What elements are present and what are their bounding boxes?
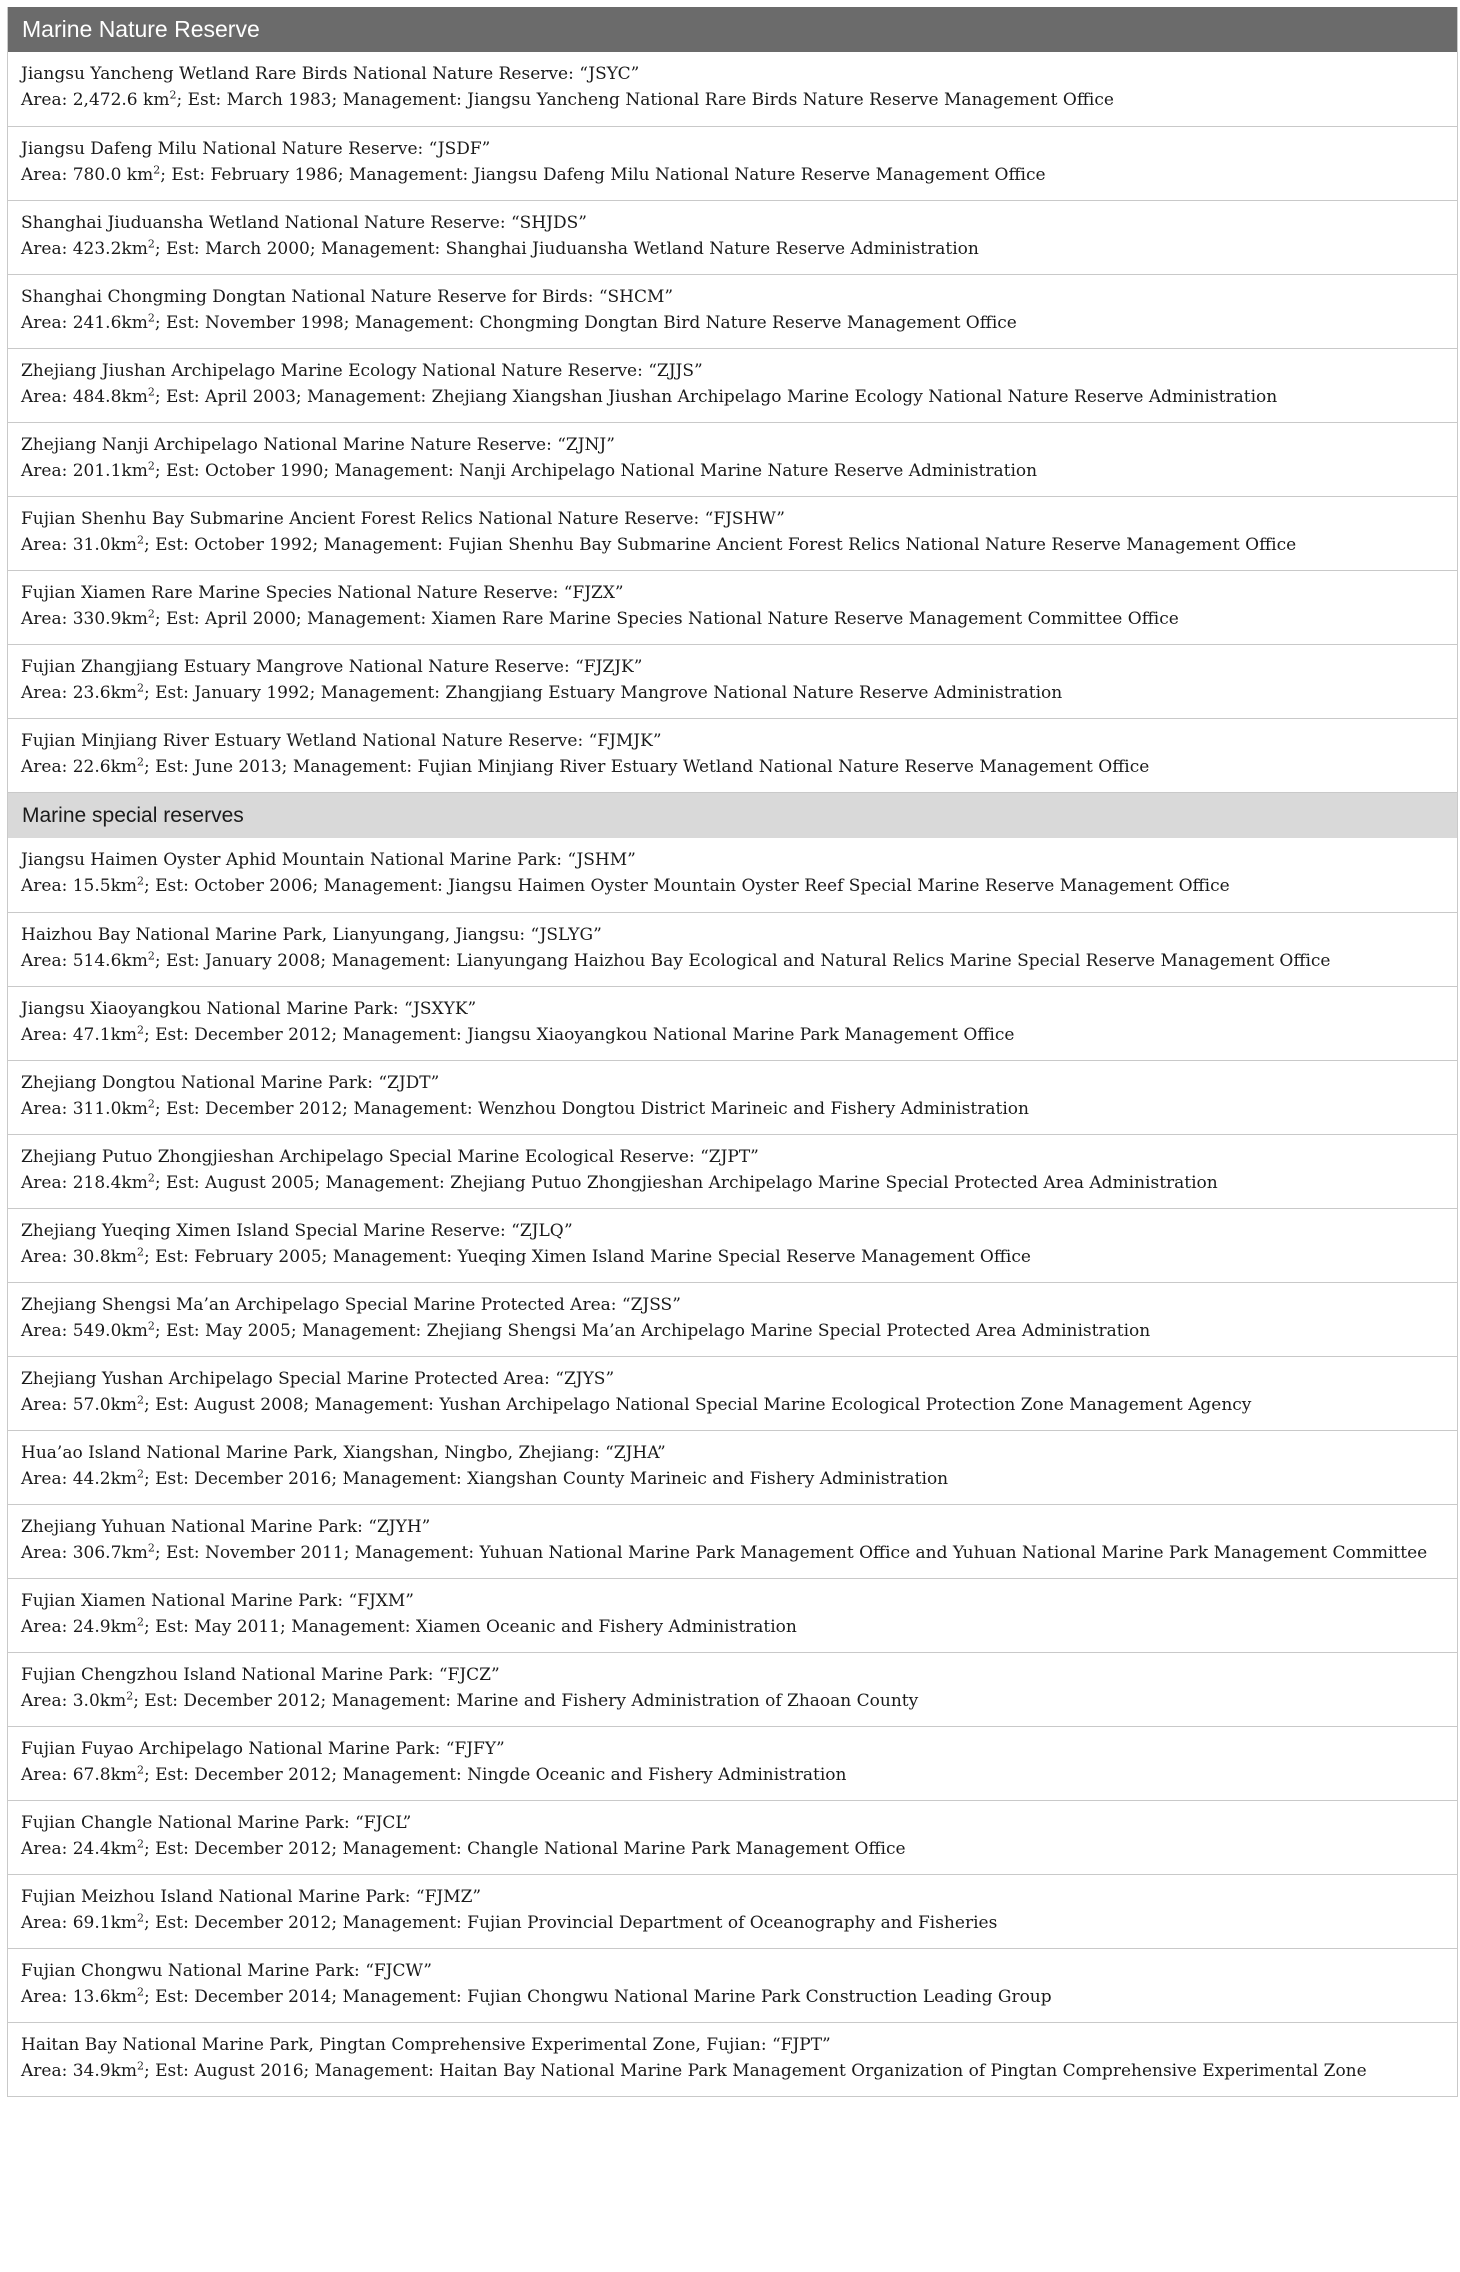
reserve-area: Area: 423.2km [21,239,148,259]
reserve-name: Fujian Changle National Marine Park: “FJCL” [21,1813,412,1833]
reserve-details [21,948,1457,974]
reserve-area: Area: 22.6km [21,757,138,777]
table-row [8,644,1457,718]
reserve-est-management: ; Est: May 2005; Management: Zhejiang Shengsi Ma’an Archipelago Marine Special Protected Area Administration [154,1321,1151,1341]
area-exponent: 2 [137,1837,145,1851]
section-header-marine-special-reserves: Marine special reserves [8,792,1457,838]
reserve-est-management: ; Est: August 2016; Management: Haitan Bay National Marine Park Management Organization of Pingtan Comprehensive Experimental Zone [144,2061,1367,2081]
reserve-name: Fujian Xiamen Rare Marine Species National Nature Reserve: “FJZX” [21,583,624,603]
reserve-name: Zhejiang Yuhuan National Marine Park: “ZJYH” [21,1517,431,1537]
table-row [8,1430,1457,1504]
reserve-est-management: ; Est: December 2012; Management: Ningde Oceanic and Fishery Administration [144,1765,847,1785]
reserve-name: Zhejiang Putuo Zhongjieshan Archipelago Special Marine Ecological Reserve: “ZJPT” [21,1147,759,1167]
reserve-est-management: ; Est: August 2005; Management: Zhejiang Putuo Zhongjieshan Archipelago Marine Special Protected Area Administration [154,1173,1218,1193]
reserve-area: Area: 3.0km [21,1691,127,1711]
reserve-details [21,162,1457,188]
reserve-est-management: ; Est: December 2012; Management: Wenzhou Dongtou District Marineic and Fishery Administration [154,1099,1029,1119]
area-exponent: 2 [137,533,145,547]
reserve-est-management: ; Est: January 1992; Management: Zhangjiang Estuary Mangrove National Nature Reserve Administration [144,683,1063,703]
reserve-details [21,236,1457,262]
reserve-area: Area: 484.8km [21,387,148,407]
table-row [8,52,1457,126]
area-exponent: 2 [153,163,161,177]
area-exponent: 2 [147,459,155,473]
reserve-est-management: ; Est: October 1990; Management: Nanji Archipelago National Marine Nature Reserve Administration [154,461,1038,481]
reserve-details [21,1244,1457,1270]
reserve-est-management: ; Est: October 2006; Management: Jiangsu Haimen Oyster Mountain Oyster Reef Special Marine Reserve Management Office [144,876,1230,896]
reserve-est-management: ; Est: May 2011; Management: Xiamen Oceanic and Fishery Administration [144,1617,797,1637]
reserve-details [21,1392,1457,1418]
reserve-area: Area: 57.0km [21,1395,138,1415]
reserve-details [21,680,1457,706]
reserve-name: Jiangsu Dafeng Milu National Nature Reserve: “JSDF” [21,139,491,159]
reserve-name: Haitan Bay National Marine Park, Pingtan Comprehensive Experimental Zone, Fujian: “FJPT” [21,2035,831,2055]
table-row [8,348,1457,422]
reserve-est-management: ; Est: February 2005; Management: Yueqing Ximen Island Marine Special Reserve Management Office [144,1247,1031,1267]
reserve-details [21,310,1457,336]
area-exponent: 2 [147,237,155,251]
area-exponent: 2 [169,88,177,102]
table-row [8,1874,1457,1948]
reserve-name: Fujian Xiamen National Marine Park: “FJXM” [21,1591,414,1611]
reserve-est-management: ; Est: November 1998; Management: Chongming Dongtan Bird Nature Reserve Management Office [154,313,1017,333]
area-exponent: 2 [137,1911,145,1925]
reserve-details [21,1540,1457,1566]
reserve-details [21,1910,1457,1936]
reserve-est-management: ; Est: December 2012; Management: Jiangsu Xiaoyangkou National Marine Park Management Office [144,1025,1015,1045]
reserve-name: Fujian Minjiang River Estuary Wetland National Nature Reserve: “FJMJK” [21,731,662,751]
table-row [8,1060,1457,1134]
reserve-est-management: ; Est: March 1983; Management: Jiangsu Yancheng National Rare Birds Nature Reserve Management Office [176,90,1114,110]
table-row [8,1578,1457,1652]
reserve-name: Jiangsu Xiaoyangkou National Marine Park: “JSXYK” [21,999,477,1019]
reserve-est-management: ; Est: December 2012; Management: Changle National Marine Park Management Office [144,1839,906,1859]
reserve-name: Fujian Chengzhou Island National Marine Park: “FJCZ” [21,1665,500,1685]
reserve-area: Area: 47.1km [21,1025,138,1045]
reserve-name: Zhejiang Yueqing Ximen Island Special Marine Reserve: “ZJLQ” [21,1221,573,1241]
reserve-details [21,87,1457,113]
area-exponent: 2 [137,1245,145,1259]
table-row [8,1504,1457,1578]
reserve-details [21,384,1457,410]
reserve-name: Fujian Fuyao Archipelago National Marine Park: “FJFY” [21,1739,505,1759]
reserve-area: Area: 44.2km [21,1469,138,1489]
reserve-est-management: ; Est: December 2016; Management: Xiangshan County Marineic and Fishery Administration [144,1469,949,1489]
area-exponent: 2 [137,1985,145,1999]
area-exponent: 2 [137,874,145,888]
reserve-area: Area: 24.9km [21,1617,138,1637]
table-row [8,1652,1457,1726]
table-row [8,1356,1457,1430]
reserve-area: Area: 13.6km [21,1987,138,2007]
reserve-est-management: ; Est: October 1992; Management: Fujian Shenhu Bay Submarine Ancient Forest Relics National Nature Reserve Management Office [144,535,1297,555]
section-header-marine-nature-reserve: Marine Nature Reserve [8,7,1457,52]
reserve-area: Area: 311.0km [21,1099,148,1119]
reserve-area: Area: 15.5km [21,876,138,896]
reserve-details [21,1170,1457,1196]
reserve-details [21,1688,1457,1714]
area-exponent: 2 [137,1467,145,1481]
table-row [8,838,1457,912]
reserve-name: Fujian Meizhou Island National Marine Park: “FJMZ” [21,1887,482,1907]
reserve-name: Hua’ao Island National Marine Park, Xiangshan, Ningbo, Zhejiang: “ZJHA” [21,1443,666,1463]
reserve-est-management: ; Est: December 2014; Management: Fujian Chongwu National Marine Park Construction Leading Group [144,1987,1052,2007]
reserve-area: Area: 2,472.6 km [21,90,170,110]
area-exponent: 2 [137,1763,145,1777]
reserve-details [21,606,1457,632]
table-row [8,422,1457,496]
reserve-name: Jiangsu Yancheng Wetland Rare Birds National Nature Reserve: “JSYC” [21,64,640,84]
reserve-area: Area: 69.1km [21,1913,138,1933]
reserve-area: Area: 201.1km [21,461,148,481]
reserve-area: Area: 30.8km [21,1247,138,1267]
area-exponent: 2 [147,1319,155,1333]
table-row [8,274,1457,348]
reserve-details [21,1022,1457,1048]
reserves-table [7,7,1458,2097]
reserve-name: Zhejiang Yushan Archipelago Special Marine Protected Area: “ZJYS” [21,1369,615,1389]
area-exponent: 2 [147,607,155,621]
area-exponent: 2 [147,1171,155,1185]
area-exponent: 2 [147,949,155,963]
reserve-details [21,2058,1457,2084]
reserve-name: Zhejiang Nanji Archipelago National Marine Nature Reserve: “ZJNJ” [21,435,615,455]
table-row [8,912,1457,986]
reserve-area: Area: 24.4km [21,1839,138,1859]
area-exponent: 2 [147,1097,155,1111]
reserve-name: Fujian Chongwu National Marine Park: “FJCW” [21,1961,432,1981]
reserve-est-management: ; Est: June 2013; Management: Fujian Minjiang River Estuary Wetland National Nature Reserve Management Office [144,757,1150,777]
reserve-name: Fujian Shenhu Bay Submarine Ancient Forest Relics National Nature Reserve: “FJSHW” [21,509,785,529]
table-row [8,1800,1457,1874]
table-row [8,126,1457,200]
reserve-details [21,1762,1457,1788]
reserve-name: Zhejiang Shengsi Ma’an Archipelago Special Marine Protected Area: “ZJSS” [21,1295,681,1315]
reserve-est-management: ; Est: August 2008; Management: Yushan Archipelago National Special Marine Ecological Protection Zone Management Agency [144,1395,1252,1415]
table-row [8,200,1457,274]
reserve-area: Area: 34.9km [21,2061,138,2081]
reserve-est-management: ; Est: December 2012; Management: Marine and Fishery Administration of Zhaoan County [133,1691,919,1711]
reserve-est-management: ; Est: December 2012; Management: Fujian Provincial Department of Oceanography and Fisheries [144,1913,998,1933]
table-row [8,1134,1457,1208]
area-exponent: 2 [137,1023,145,1037]
area-exponent: 2 [126,1689,134,1703]
reserve-details [21,873,1457,899]
reserve-name: Jiangsu Haimen Oyster Aphid Mountain National Marine Park: “JSHM” [21,850,636,870]
reserve-area: Area: 780.0 km [21,165,154,185]
reserve-details [21,754,1457,780]
area-exponent: 2 [147,311,155,325]
area-exponent: 2 [137,755,145,769]
reserve-area: Area: 549.0km [21,1321,148,1341]
reserve-area: Area: 31.0km [21,535,138,555]
area-exponent: 2 [137,1393,145,1407]
reserve-est-management: ; Est: March 2000; Management: Shanghai Jiuduansha Wetland Nature Reserve Administration [154,239,979,259]
reserve-name: Shanghai Jiuduansha Wetland National Nature Reserve: “SHJDS” [21,213,587,233]
area-exponent: 2 [137,681,145,695]
reserve-est-management: ; Est: November 2011; Management: Yuhuan National Marine Park Management Office and Yuhuan National Marine Park Management Committee [154,1543,1428,1563]
table-row [8,986,1457,1060]
table-row [8,1208,1457,1282]
table-row [8,2022,1457,2096]
reserve-area: Area: 306.7km [21,1543,148,1563]
reserve-est-management: ; Est: February 1986; Management: Jiangsu Dafeng Milu National Nature Reserve Management Office [160,165,1046,185]
reserve-area: Area: 241.6km [21,313,148,333]
reserve-details [21,1984,1457,2010]
reserve-est-management: ; Est: April 2003; Management: Zhejiang Xiangshan Jiushan Archipelago Marine Ecology National Nature Reserve Administration [154,387,1278,407]
area-exponent: 2 [147,1541,155,1555]
reserve-name: Fujian Zhangjiang Estuary Mangrove National Nature Reserve: “FJZJK” [21,657,643,677]
section-rows-marine-special-reserves [8,838,1457,2096]
reserve-details [21,1614,1457,1640]
reserve-est-management: ; Est: April 2000; Management: Xiamen Rare Marine Species National Nature Reserve Management Committee Office [154,609,1179,629]
table-row [8,1282,1457,1356]
reserve-name: Zhejiang Dongtou National Marine Park: “ZJDT” [21,1073,440,1093]
reserve-details [21,1466,1457,1492]
table-row [8,496,1457,570]
area-exponent: 2 [137,1615,145,1629]
reserve-area: Area: 218.4km [21,1173,148,1193]
reserve-details [21,1318,1457,1344]
table-row [8,1948,1457,2022]
area-exponent: 2 [137,2059,145,2073]
reserve-details [21,532,1457,558]
table-row [8,570,1457,644]
reserve-name: Zhejiang Jiushan Archipelago Marine Ecology National Nature Reserve: “ZJJS” [21,361,703,381]
reserve-name: Haizhou Bay National Marine Park, Lianyungang, Jiangsu: “JSLYG” [21,925,602,945]
area-exponent: 2 [147,385,155,399]
section-rows-marine-nature-reserve [8,52,1457,792]
reserve-details [21,1836,1457,1862]
reserve-area: Area: 514.6km [21,951,148,971]
reserve-details [21,1096,1457,1122]
reserve-area: Area: 330.9km [21,609,148,629]
reserve-name: Shanghai Chongming Dongtan National Nature Reserve for Birds: “SHCM” [21,287,674,307]
reserve-area: Area: 23.6km [21,683,138,703]
table-row [8,1726,1457,1800]
reserve-details [21,458,1457,484]
reserve-est-management: ; Est: January 2008; Management: Lianyungang Haizhou Bay Ecological and Natural Relics Marine Special Reserve Management Office [154,951,1331,971]
table-row [8,718,1457,792]
reserve-area: Area: 67.8km [21,1765,138,1785]
